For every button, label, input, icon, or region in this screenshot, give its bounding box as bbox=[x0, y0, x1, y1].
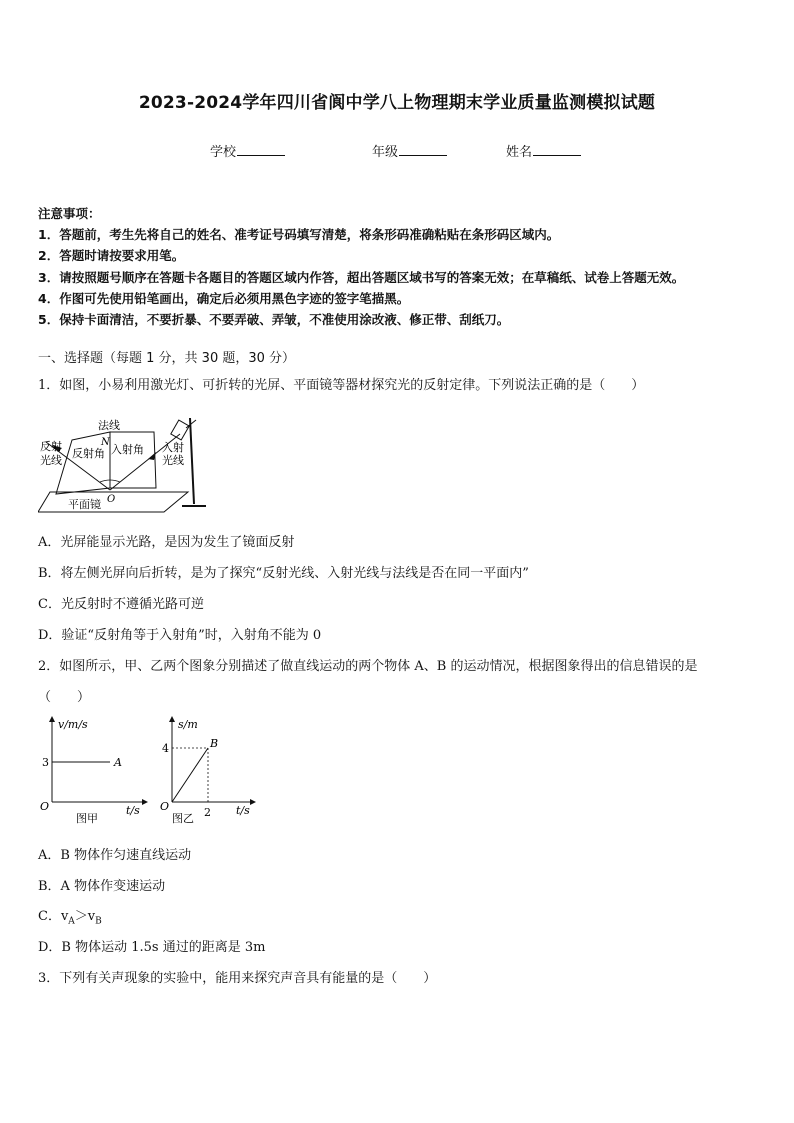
question-2-stem-line1: 2．如图所示，甲、乙两个图象分别描述了做直线运动的两个物体 A、B 的运动情况，根据图象得出的信息错误的是 bbox=[38, 659, 698, 674]
mirror-label: 平面镜 bbox=[68, 498, 101, 511]
graph-b-line-label: B bbox=[210, 737, 219, 750]
graph-b-caption: 图乙 bbox=[172, 812, 194, 825]
grade-blank[interactable] bbox=[399, 143, 447, 156]
school-field[interactable] bbox=[210, 141, 285, 160]
graph-a-line-label: A bbox=[114, 756, 122, 769]
incident-ray-label-2: 光线 bbox=[162, 454, 184, 467]
incident-ray-label-1: 入射 bbox=[162, 441, 184, 454]
grade-label: 年级 bbox=[372, 145, 399, 160]
incidence-angle-label: 入射角 bbox=[111, 443, 144, 456]
graph-a bbox=[38, 714, 148, 826]
normal-label: 法线 bbox=[98, 419, 120, 432]
question-1-option-d[interactable]: D．验证“反射角等于入射角”时，入射角不能为 0 bbox=[38, 628, 322, 643]
o-label: O bbox=[107, 494, 116, 505]
question-2-option-d[interactable]: D．B 物体运动 1.5s 通过的距离是 3m bbox=[38, 940, 266, 955]
note-item: 4．作图可先使用铅笔画出，确定后必须用黑色字迹的签字笔描黑。 bbox=[38, 290, 410, 306]
question-2-option-c[interactable] bbox=[38, 905, 102, 927]
right-screen-shape bbox=[110, 432, 156, 488]
name-blank[interactable] bbox=[533, 143, 581, 156]
note-item: 5．保持卡面清洁，不要折暴、不要弄破、弄皱，不准使用涂改液、修正带、刮纸刀。 bbox=[38, 312, 510, 328]
question-1-stem: 1．如图，小易利用激光灯、可折转的光屏、平面镜等器材探究光的反射定律。下列说法正确的是（ ） bbox=[38, 378, 645, 393]
graph-b-ylabel: s/m bbox=[178, 718, 198, 731]
note-item: 2．答题时请按要求用笔。 bbox=[38, 248, 185, 264]
stand-pole bbox=[190, 418, 194, 504]
graph-b bbox=[158, 714, 258, 826]
school-blank[interactable] bbox=[237, 143, 285, 156]
graph-b-y-tick: 4 bbox=[162, 742, 169, 755]
question-2-stem-line2: （ ） bbox=[38, 690, 91, 705]
question-1-option-a[interactable]: A．光屏能显示光路，是因为发生了镜面反射 bbox=[38, 535, 295, 550]
graph-b-xlabel: t/s bbox=[236, 804, 250, 817]
option-c-mid: ＞v bbox=[74, 909, 96, 924]
laser-shape bbox=[171, 420, 189, 440]
grade-field[interactable] bbox=[372, 141, 447, 160]
question-1-option-b[interactable]: B．将左侧光屏向后折转，是为了探究“反射光线、入射光线与法线是否在同一平面内” bbox=[38, 566, 529, 581]
graph-a-origin: O bbox=[40, 800, 50, 813]
graph-a-xlabel: t/s bbox=[126, 804, 140, 817]
reflected-ray-label-2: 光线 bbox=[40, 454, 62, 467]
section-heading: 一、选择题（每题 1 分，共 30 题，30 分） bbox=[38, 351, 296, 366]
graph-a-ylabel: v/m/s bbox=[58, 718, 88, 731]
reflection-diagram bbox=[38, 412, 210, 516]
option-c-sub-a: A bbox=[68, 916, 75, 927]
question-2-option-a[interactable]: A．B 物体作匀速直线运动 bbox=[38, 848, 192, 863]
graph-b-origin: O bbox=[160, 800, 170, 813]
reflection-angle-label: 反射角 bbox=[72, 447, 105, 460]
graph-a-y-tick: 3 bbox=[42, 756, 49, 769]
school-label: 学校 bbox=[210, 145, 237, 160]
option-c-prefix: C．v bbox=[38, 909, 69, 924]
note-item: 1．答题前，考生先将自己的姓名、准考证号码填写清楚，将条形码准确粘贴在条形码区域内。 bbox=[38, 227, 560, 243]
name-label: 姓名 bbox=[506, 145, 533, 160]
name-field[interactable] bbox=[506, 141, 581, 160]
question-1-option-c[interactable]: C．光反射时不遵循光路可逆 bbox=[38, 597, 204, 612]
graph-b-line bbox=[172, 748, 208, 802]
graph-b-x-tick: 2 bbox=[204, 806, 211, 819]
graph-a-caption: 图甲 bbox=[76, 812, 98, 825]
option-c-sub-b: B bbox=[95, 916, 102, 927]
reflected-ray-label-1: 反射 bbox=[40, 440, 62, 453]
notes-heading: 注意事项： bbox=[38, 206, 101, 221]
question-2-option-b[interactable]: B．A 物体作变速运动 bbox=[38, 879, 166, 894]
note-item: 3．请按照题号顺序在答题卡各题目的答题区域内作答，超出答题区域书写的答案无效；在草稿纸、试卷上答题无效。 bbox=[38, 269, 685, 285]
question-3-stem: 3．下列有关声现象的实验中，能用来探究声音具有能量的是（ ） bbox=[38, 971, 437, 986]
n-label: N bbox=[101, 437, 110, 448]
page-title: 2023-2024学年四川省阆中学八上物理期末学业质量监测模拟试题 bbox=[138, 93, 656, 113]
notes-block bbox=[38, 203, 684, 330]
